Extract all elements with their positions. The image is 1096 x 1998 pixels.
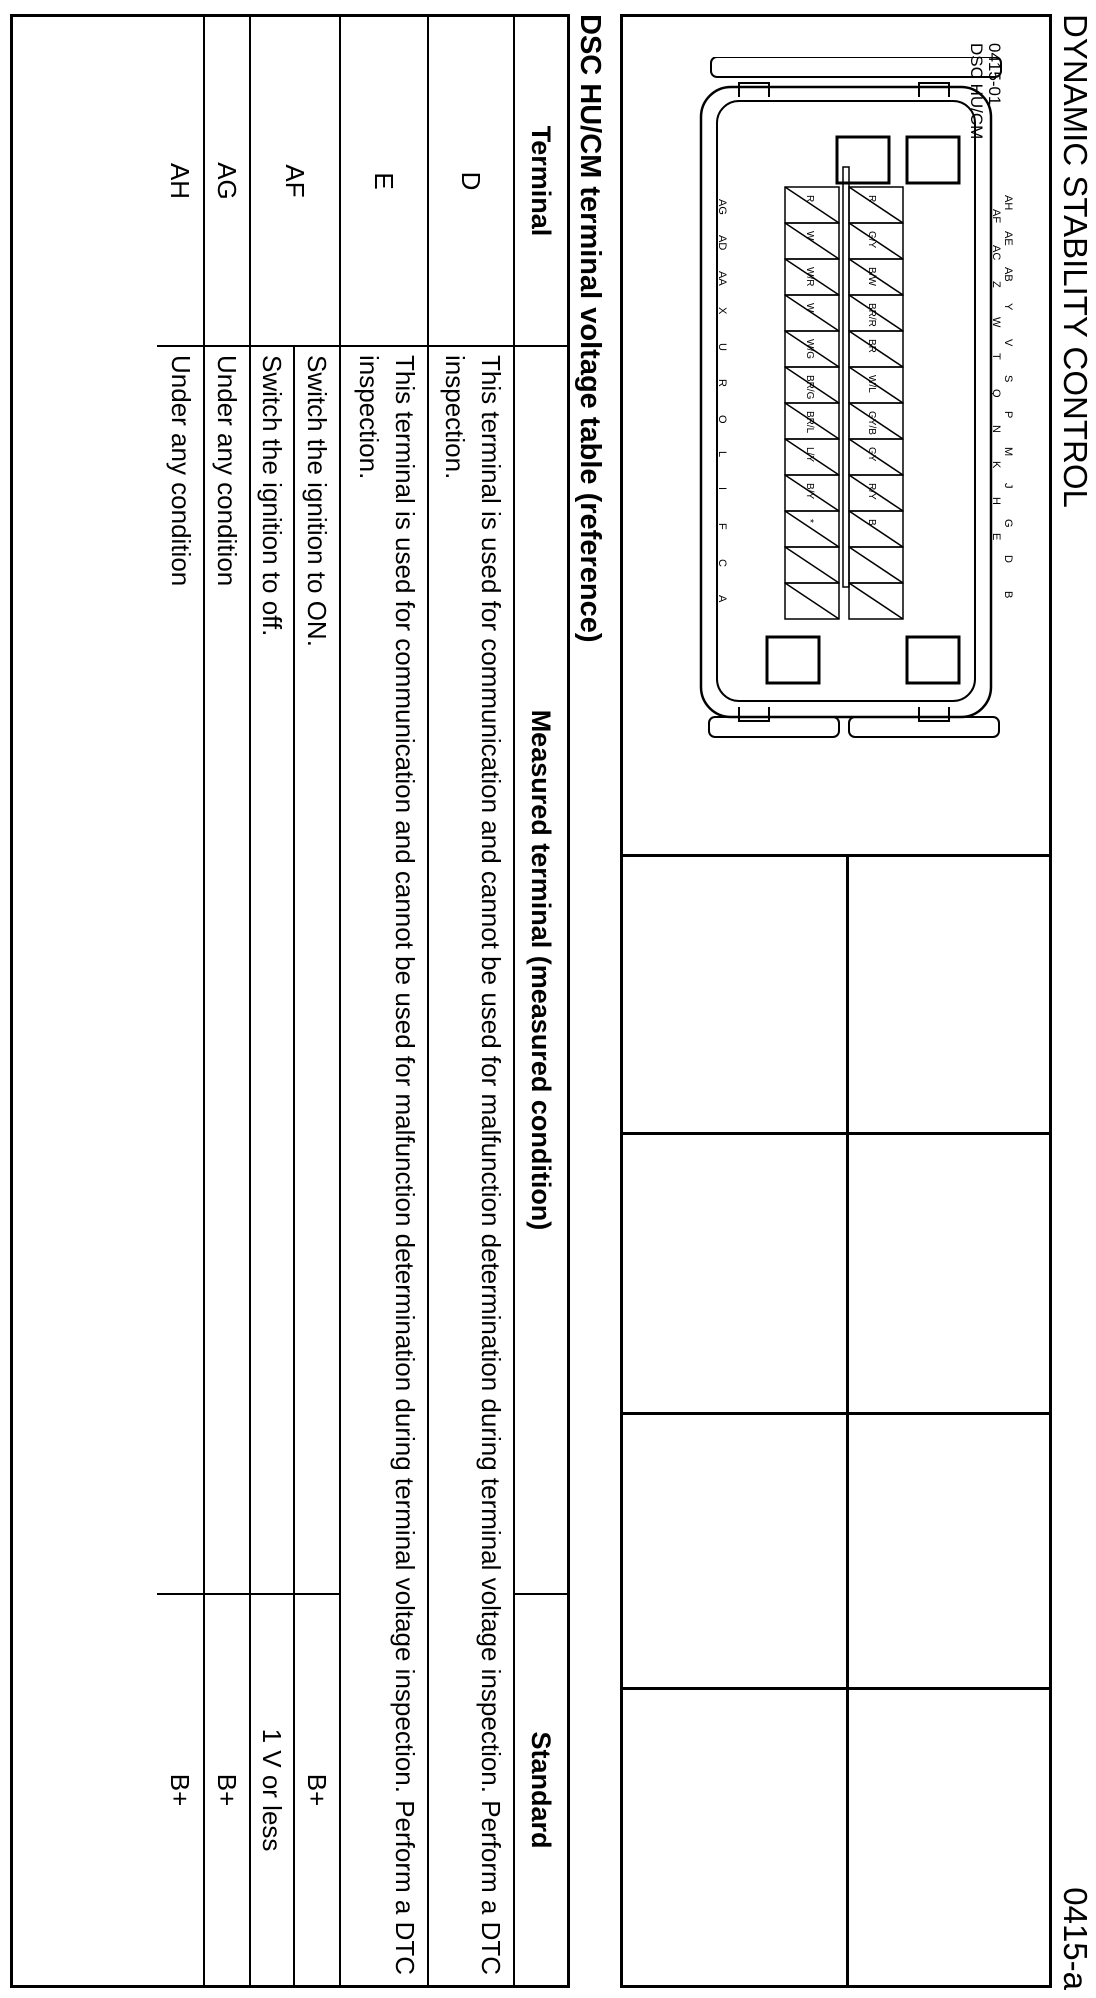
cavity-slash (849, 583, 903, 619)
standard-cell: 1 V or less (249, 1593, 294, 1985)
standard-cell: B+ (294, 1593, 339, 1985)
wire-code: GY/B (866, 411, 877, 435)
header-measured: Measured terminal (measured condition) (526, 709, 557, 1231)
pin-label: T (990, 353, 1002, 360)
pin-label: F (716, 523, 728, 530)
wire-code: L/Y (804, 447, 815, 463)
wire-code: R (804, 195, 815, 203)
pin-label: Z (990, 281, 1002, 288)
pin-label: U (716, 343, 728, 351)
pin-label: R (716, 379, 728, 387)
cavity-slash (785, 295, 839, 331)
terminal-cell: E (341, 17, 427, 347)
pin-label: N (990, 425, 1002, 433)
pin-label: AB (1002, 267, 1014, 282)
wire-code: R (866, 195, 877, 203)
terminal-cell: AF (251, 17, 339, 347)
cavity-slash (849, 547, 903, 583)
pin-label: AD (716, 235, 728, 251)
pin-label: H (990, 497, 1002, 505)
cavity-slash (849, 511, 903, 547)
wire-code: W/R (804, 267, 815, 287)
pin-label: AE (1002, 231, 1014, 246)
measured-cell: Under any condition (212, 355, 242, 587)
wire-code: B/Y (804, 483, 815, 500)
wire-code: GY (866, 447, 877, 462)
wire-code: W (804, 231, 815, 241)
pin-label: B (1002, 591, 1014, 599)
wire-code: * (804, 519, 815, 523)
pin-label: J (1002, 483, 1014, 489)
wire-code: BR/L (804, 411, 815, 434)
pin-label: A (716, 595, 728, 603)
wire-code: W (804, 303, 815, 313)
header-terminal: Terminal (515, 17, 567, 347)
connector-drawing (629, 57, 1019, 817)
page-title: DYNAMIC STABILITY CONTROL (1057, 14, 1094, 508)
diagram-frame (620, 14, 1052, 1988)
connector-diagram (629, 57, 1019, 817)
wire-code: W/G (804, 339, 815, 359)
wire-code: G/Y (866, 231, 877, 249)
measured-cell: This terminal is used for communication and cannot be used for malfunction determination during terminal voltage inspection. Perform a DTC inspection. (440, 355, 506, 1976)
wire-code: BR/G (804, 375, 815, 400)
voltage-table (10, 14, 570, 1988)
cavity-slash (785, 223, 839, 259)
pin-label: X (716, 307, 728, 315)
wire-code: R/Y (866, 483, 877, 500)
cavity-slash (785, 583, 839, 619)
pin-label: O (716, 415, 728, 424)
pin-label: E (990, 533, 1002, 541)
wire-code: W/L (866, 375, 877, 393)
diagram-code: 0415-01 (985, 43, 1004, 106)
terminal-cell: AH (157, 17, 203, 347)
pin-label: M (1002, 447, 1014, 457)
pin-label: W (990, 317, 1002, 328)
measured-cell: Switch the ignition to ON. (302, 355, 332, 647)
pin-label: I (716, 487, 728, 491)
wire-code: BR (866, 339, 877, 353)
pin-label: Q (990, 389, 1002, 398)
pin-label: Y (1002, 303, 1014, 311)
cavity-slash (849, 187, 903, 223)
wire-code: B/W (866, 267, 877, 286)
pin-label: V (1002, 339, 1014, 347)
table-row (205, 17, 251, 1985)
page-code: 0415-a (1057, 1887, 1094, 1990)
pin-label: G (1002, 519, 1014, 528)
pin-label: AG (716, 199, 728, 215)
pin-label: P (1002, 411, 1014, 419)
table-row (429, 17, 515, 1985)
pin-label: AF (990, 209, 1002, 224)
cavity-slash (785, 187, 839, 223)
wire-code: BR/R (866, 303, 877, 327)
pin-label: S (1002, 375, 1014, 383)
measured-cell: This terminal is used for communication and cannot be used for malfunction determination during terminal voltage inspection. Perform a DTC inspection. (354, 355, 420, 1976)
pin-label: AA (716, 271, 728, 286)
blank-grid (623, 854, 1049, 1985)
standard-cell: B+ (205, 1593, 249, 1985)
diagram-name: DSC HU/CM (967, 43, 986, 140)
table-row (157, 17, 205, 1985)
measured-cell: Switch the ignition to off. (257, 355, 287, 637)
pin-label: L (716, 451, 728, 458)
cavity-slash (785, 511, 839, 547)
terminal-cell: D (429, 17, 513, 347)
standard-cell: B+ (157, 1593, 203, 1985)
pin-label: D (1002, 555, 1014, 563)
pin-label: AH (1002, 195, 1014, 211)
measured-cell: Under any condition (166, 355, 196, 587)
pin-label: K (990, 461, 1002, 469)
wire-code: B (866, 519, 877, 526)
terminal-cell: AG (205, 17, 249, 347)
table-title: DSC HU/CM terminal voltage table (reference) (574, 14, 606, 643)
header-standard: Standard (515, 1593, 567, 1985)
cavity-slash (785, 547, 839, 583)
pin-label: AC (990, 245, 1002, 261)
table-row (341, 17, 429, 1985)
table-row (251, 17, 341, 1985)
pin-label: C (716, 559, 728, 567)
